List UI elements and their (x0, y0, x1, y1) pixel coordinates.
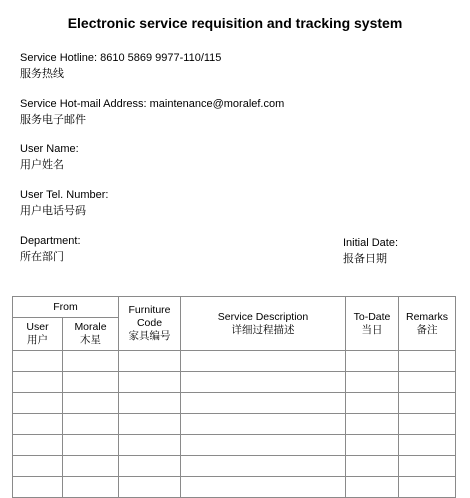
furniture-code-cell[interactable] (119, 435, 181, 456)
remarks-cell[interactable] (399, 477, 456, 498)
department-label: Department: (20, 235, 81, 247)
table-row (13, 414, 456, 435)
service-description-cell[interactable] (181, 435, 346, 456)
morale-cell[interactable] (63, 372, 119, 393)
user-name-label-cn: 用户姓名 (20, 159, 64, 171)
to-date-cell[interactable] (346, 435, 399, 456)
user-header (13, 318, 63, 351)
furniture-code-cell[interactable] (119, 351, 181, 372)
to-date-header (346, 297, 399, 351)
table-row (13, 393, 456, 414)
service-description-cell[interactable] (181, 414, 346, 435)
user-tel-label: User Tel. Number: (20, 189, 109, 201)
service-hotline-field (20, 50, 221, 82)
furniture-code-cell[interactable] (119, 393, 181, 414)
remarks-cell[interactable] (399, 456, 456, 477)
to-date-cell[interactable] (346, 393, 399, 414)
furniture-code-header (119, 297, 181, 351)
furniture-code-cell[interactable] (119, 414, 181, 435)
initial-date-label-cn: 报备日期 (343, 253, 387, 265)
user-cell[interactable] (13, 456, 63, 477)
table-row (13, 477, 456, 498)
tracking-table (12, 296, 456, 498)
service-hotline-label: Service Hotline: 8610 5869 9977-110/115 (20, 52, 222, 64)
morale-cell[interactable] (63, 414, 119, 435)
remarks-cell[interactable] (399, 414, 456, 435)
morale-cell[interactable] (63, 477, 119, 498)
user-label: User (26, 321, 49, 333)
morale-cell[interactable] (63, 435, 119, 456)
service-description-cell[interactable] (181, 351, 346, 372)
service-description-label-cn: 详细过程描述 (231, 323, 295, 336)
morale-cell[interactable] (63, 456, 119, 477)
morale-cell[interactable] (63, 351, 119, 372)
morale-label-cn: 木星 (80, 334, 101, 346)
remarks-header (399, 297, 456, 351)
service-description-cell[interactable] (181, 372, 346, 393)
remarks-label-cn: 备注 (416, 323, 438, 336)
user-tel-label-cn: 用户电话号码 (20, 205, 86, 217)
furniture-code-cell[interactable] (119, 456, 181, 477)
user-label-cn: 用户 (27, 334, 48, 346)
service-hotmail-field (20, 96, 284, 128)
morale-cell[interactable] (63, 393, 119, 414)
table-row (13, 372, 456, 393)
user-cell[interactable] (13, 435, 63, 456)
morale-header (63, 318, 119, 351)
to-date-cell[interactable] (346, 372, 399, 393)
to-date-cell[interactable] (346, 414, 399, 435)
service-description-cell[interactable] (181, 477, 346, 498)
user-name-label: User Name: (20, 143, 79, 155)
furniture-code-label-2: Code (136, 317, 163, 329)
service-hotline-label-cn: 服务热线 (20, 68, 64, 80)
service-description-cell[interactable] (181, 393, 346, 414)
to-date-label-cn: 当日 (361, 323, 383, 336)
user-cell[interactable] (13, 351, 63, 372)
page-title: Electronic service requisition and tracking system (67, 15, 403, 31)
remarks-cell[interactable] (399, 435, 456, 456)
furniture-code-label: Furniture (128, 304, 171, 316)
service-description-label: Service Description (217, 310, 309, 323)
furniture-code-cell[interactable] (119, 477, 181, 498)
user-name-field (20, 141, 79, 173)
remarks-cell[interactable] (399, 393, 456, 414)
table-row (13, 351, 456, 372)
table-row (13, 435, 456, 456)
user-tel-field (20, 187, 108, 219)
initial-date-label: Initial Date: (343, 237, 399, 249)
user-cell[interactable] (13, 414, 63, 435)
to-date-cell[interactable] (346, 351, 399, 372)
remarks-label: Remarks (405, 310, 448, 323)
from-header: From (13, 297, 119, 318)
remarks-cell[interactable] (399, 372, 456, 393)
user-cell[interactable] (13, 372, 63, 393)
furniture-code-cell[interactable] (119, 372, 181, 393)
service-hotmail-label-cn: 服务电子邮件 (20, 114, 86, 126)
morale-label: Morale (74, 321, 107, 333)
to-date-label: To-Date (353, 310, 391, 323)
to-date-cell[interactable] (346, 456, 399, 477)
department-field (20, 233, 81, 265)
to-date-cell[interactable] (346, 477, 399, 498)
user-cell[interactable] (13, 477, 63, 498)
table-row (13, 456, 456, 477)
remarks-cell[interactable] (399, 351, 456, 372)
department-label-cn: 所在部门 (20, 251, 64, 263)
tracking-table-body (13, 351, 456, 498)
service-description-cell[interactable] (181, 456, 346, 477)
user-cell[interactable] (13, 393, 63, 414)
initial-date-field (343, 235, 398, 267)
service-description-header (181, 297, 346, 351)
service-hotmail-label: Service Hot-mail Address: maintenance@moralef.com (20, 98, 285, 110)
furniture-code-label-cn: 家具编号 (128, 330, 171, 342)
